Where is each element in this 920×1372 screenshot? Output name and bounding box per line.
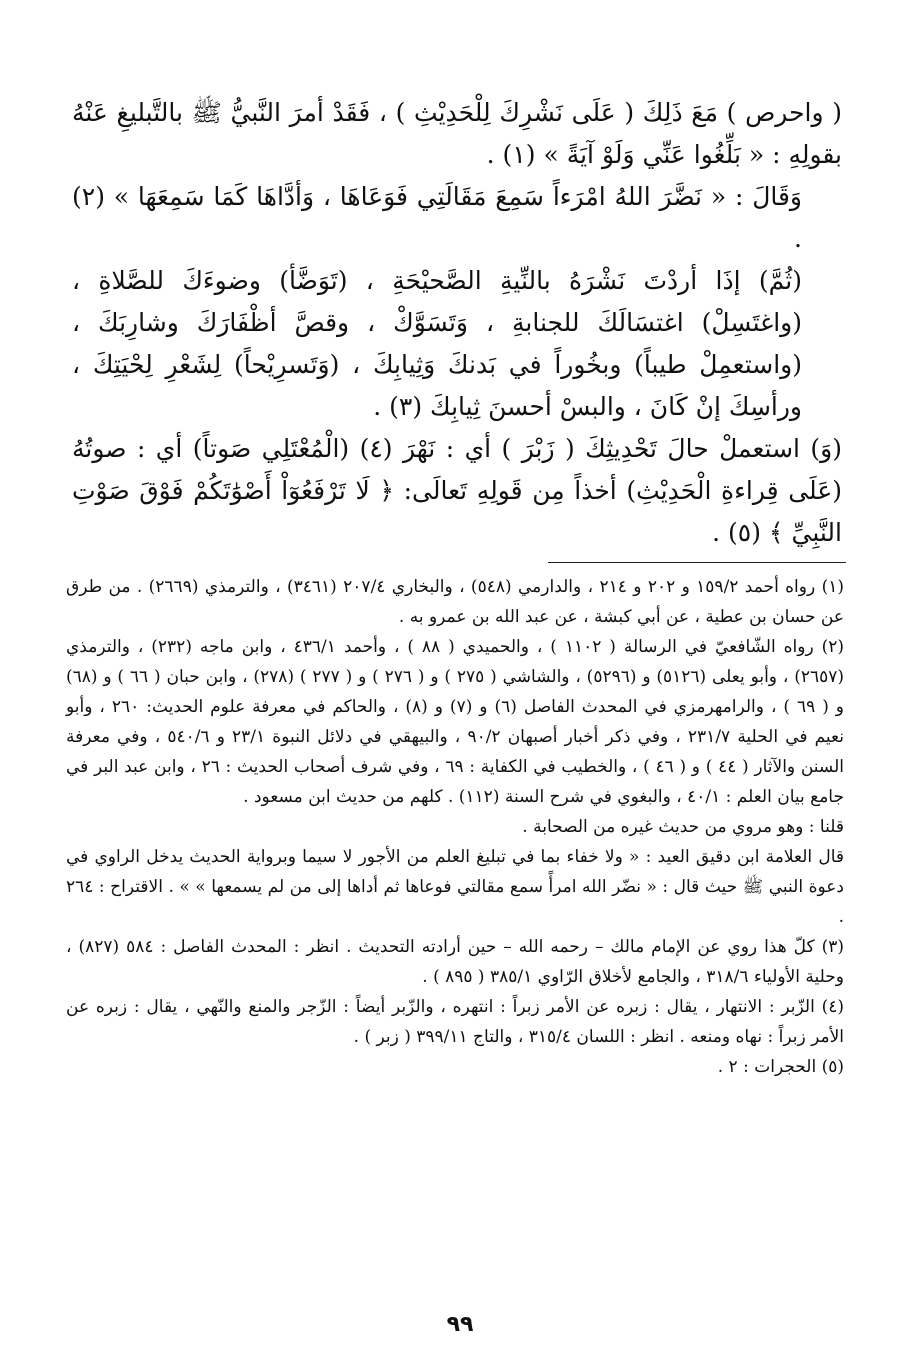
footnote: (٢) رواه الشّافعيّ في الرسالة ( ١١٠٢ ) ، والحميدي ( ٨٨ ) ، وأحمد ٤٣٦/١ ، وابن ماجه (٢٣٢) ، والترمذي (٢٦٥٧) ، وأبو يعلى (٥١٢٦) و (٥٢٩٦) ، والشاشي ( ٢٧٥ ) و ( ٢٧٦ ) و ( ٢٧٧ ) (٢٧٨) ، وابن حبان ( ٦٦ ) و (٦٨) و ( ٦٩ ) ، والرامهرمزي في المحدث الفاصل (٦) و (٧) و (٨) ، والحاكم في معرفة علوم الحديث: ٢٦٠ ، وأبو نعيم في الحلية ٢٣١/٧ ، وفي ذكر أخبار أصبهان ٩٠/٢ ، والبيهقي في دلائل النبوة ٢٣/١ و ٥٤٠/٦ ، وفي معرفة السنن والآثار ( ٤٤ ) و ( ٤٦ ) ، والخطيب في الكفاية : ٦٩ ، وفي شرف أصحاب الحديث : ٢٦ ، وابن عبد البر في جامع بيان العلم : ٤٠/١ ، والبغوي في شرح السنة (١١٢) . كلهم من حديث ابن مسعود . [66,637,845,807]
page-number: ٩٩ [446,1312,474,1337]
footnotes [66,572,844,1082]
footnote-divider [548,562,846,563]
footnote: قلنا : وهو مروي من حديث غيره من الصحابة . [522,817,844,837]
main-text [72,92,842,554]
main-paragraph: وَقَالَ : « نَضَّرَ اللهُ امْرَءاً سَمِعَ مَقَالَتِي فَوَعَاهَا ، وَأدَّاهَا كَمَا سَمِعَهَا » (٢) . [72,182,802,253]
footnote: (٣) كلّ هذا روي عن الإمام مالك – رحمه الله – حين أرادته التحديث . انظر : المحدث الفاصل : ٥٨٤ (٨٢٧) ، وحلية الأولياء ٣١٨/٦ ، والجامع لأخلاق الرّاوي ٣٨٥/١ ( ٨٩٥ ) . [66,937,844,987]
footnote: (١) رواه أحمد ١٥٩/٢ و ٢٠٢ و ٢١٤ ، والدارمي (٥٤٨) ، والبخاري ٢٠٧/٤ (٣٤٦١) ، والترمذي (٢٦٦٩) . من طرق عن حسان بن عطية ، عن أبي كبشة ، عن عبد الله بن عمرو به . [66,577,844,627]
footnote: قال العلامة ابن دقيق العيد : « ولا خفاء بما في تبليغ العلم من الأجور لا سيما وبرواية الحديث يدخل الراوي في دعوة النبي ﷺ حيث قال : « نضّر الله امرأً سمع مقالتي فوعاها ثم أداها إلى من لم يسمعها » » . الاقتراح : ٢٦٤ . [66,847,844,927]
main-paragraph: (وَ) استعملْ حالَ تَحْدِيثِكَ ( زَبْرَ ) أي : نَهْرَ (٤) (الْمُعْتَلِي صَوتاً) أي : صوتُهُ (عَلَى قِراءةِ الْحَدِيْثِ) أخذاً مِن قَولِهِ تَعالَى: ﴿ لَا تَرْفَعُوٓاْ أَصْوَٰتَكُمْ فَوْقَ صَوْتِ النَّبِيِّ ﴾ (٥) . [72,434,842,547]
footnote: (٥) الحجرات : ٢ . [717,1057,844,1077]
main-paragraph: (ثُمَّ) إذَا أردْتَ نَشْرَهُ بالنِّيةِ الصَّحيْحَةِ ، (تَوَضَّأ) وضوءَكَ للصَّلاةِ ، (واغتَسِلْ) اغتسَالَكَ للجنابةِ ، وَتَسَوَّكْ ، وقصَّ أظْفَارَكَ وشارِبَكَ ، (واستعمِلْ طيباً) وبخُوراً في بَدنكَ وَثِيابِكَ ، (وَتَسرِيْحاً) لِشَعْرِ لِحْيَتِكَ ، ورأسِكَ إنْ كَانَ ، والبسْ أحسنَ ثِيابِكَ (٣) . [72,266,802,421]
main-paragraph: ( واحرص ) مَعَ ذَلِكَ ( عَلَى نَشْرِكَ لِلْحَدِيْثِ ) ، فَقَدْ أمرَ النَّبيُّ ﷺ بالتَّبليغِ عَنْهُ بقولِهِ : « بَلِّغُوا عَنِّي وَلَوْ آيَةً » (١) . [72,98,842,169]
footnote: (٤) الزّبر : الانتهار ، يقال : زبره عن الأمر زبراً : انتهره ، والزّبر أيضاً : الزّجر والمنع والنّهي ، يقال : زبره عن الأمر زبراً : نهاه ومنعه . انظر : اللسان ٣١٥/٤ ، والتاج ٣٩٩/١١ ( زبر ) . [66,997,844,1047]
